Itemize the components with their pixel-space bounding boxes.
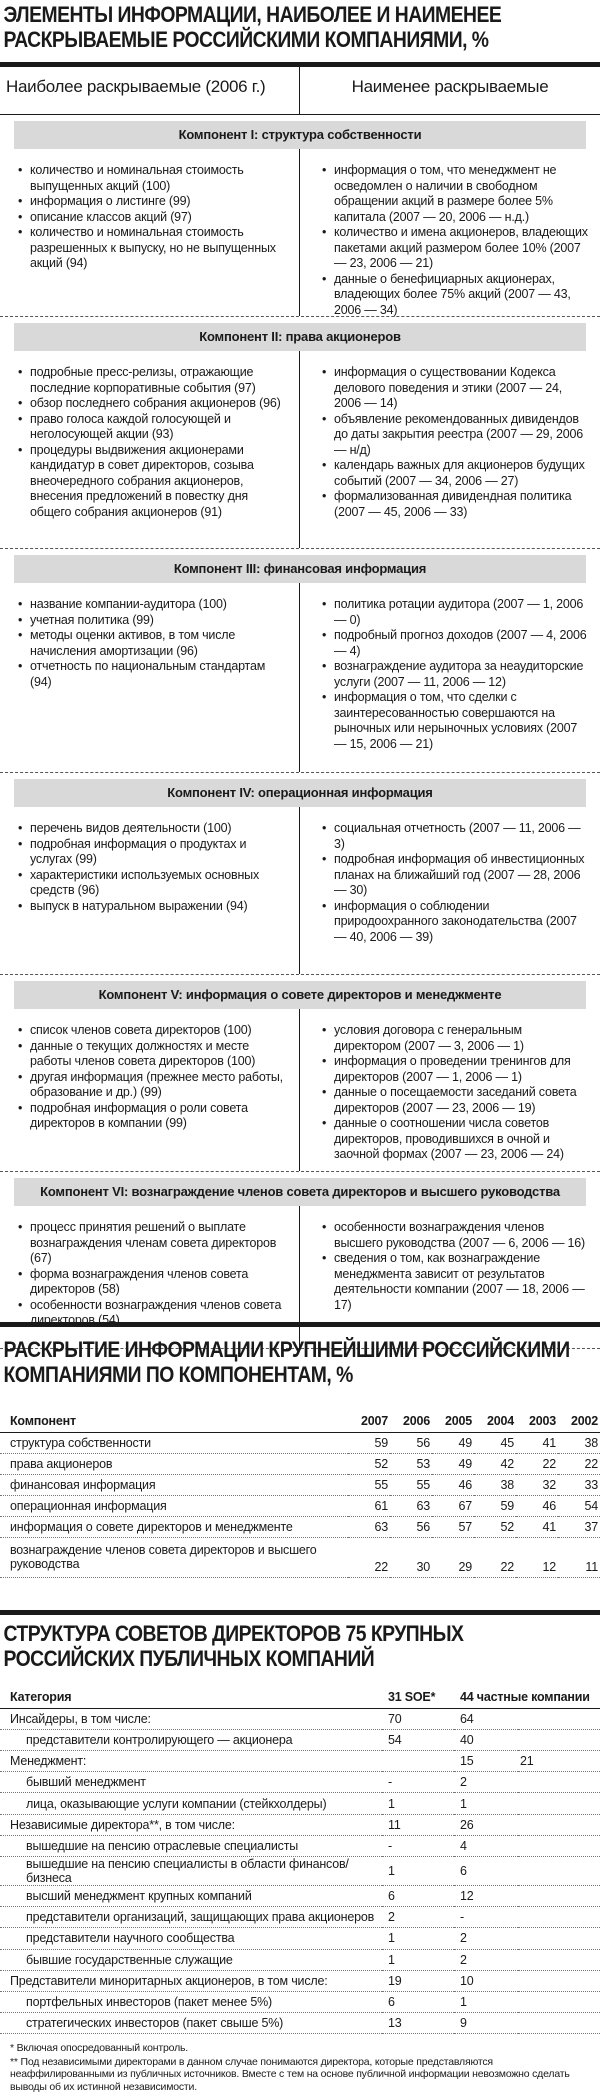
table-row (0, 1814, 600, 1835)
row-value: 38 (474, 1474, 516, 1495)
disclosure-table-header (0, 1411, 600, 1432)
least-disclosed-list (300, 807, 600, 974)
row-value (518, 1835, 600, 1856)
least-disclosed-list (300, 1009, 600, 1171)
list-item: • информация о том, что сделки с заинтересованностью совершаются на рыночных или нерыночных условиях (2007 — 15, 2006 — 21) (312, 690, 590, 752)
row-value: 19 (382, 1970, 454, 1991)
list-item: • подробная информация о роли совета директоров в компании (99) (8, 1101, 289, 1132)
disclosure-table (0, 1411, 600, 1578)
row-value: 15 (454, 1751, 518, 1772)
list-item: • подробная информация об инвестиционных планах на ближайший год (2007 — 28, 2006 — 30) (312, 852, 590, 899)
row-value (518, 1970, 600, 1991)
row-value (518, 1991, 600, 2012)
row-value: 1 (382, 1949, 454, 1970)
list-item: • календарь важных для акционеров будущих событий (2007 — 34, 2006 — 27) (312, 458, 590, 489)
list-item: • информация о проведении тренингов для директоров (2007 — 1, 2006 — 1) (312, 1054, 590, 1085)
row-value (382, 1751, 454, 1772)
row-label: права акционеров (0, 1453, 348, 1474)
row-value: 52 (474, 1516, 516, 1537)
footnote-2: ** Под независимыми директорами в данном случае понимаются директора, которые представляются неаффилированными из публичных источников. Вместе с тем на основе публичной информации невозможно сделать выводы об их истинной независимости. (10, 2055, 570, 2093)
component-block (0, 773, 600, 975)
component-label: Компонент I: структура собственности (14, 121, 586, 149)
row-value: 1 (382, 1793, 454, 1814)
row-value: 1 (382, 1857, 454, 1886)
table-row (0, 2013, 600, 2034)
row-value (518, 2013, 600, 2034)
list-item: • количество и номинальная стоимость разрешенных к выпуску, но не выпущенных акций (94) (8, 225, 289, 272)
row-value: 22 (348, 1537, 390, 1577)
list-item: • количество и номинальная стоимость выпущенных акций (100) (8, 163, 289, 194)
row-value: 11 (558, 1537, 600, 1577)
list-item: • данные о текущих должностях и месте работы членов совета директоров (100) (8, 1039, 289, 1070)
row-value: 38 (558, 1432, 600, 1453)
disclosure-by-component-section (0, 1322, 600, 1610)
section3-rule (0, 1610, 600, 1615)
table-row (0, 1970, 600, 1991)
header-2002: 2002 (558, 1411, 600, 1432)
row-value (518, 1886, 600, 1907)
header-2005: 2005 (432, 1411, 474, 1432)
list-item: • подробный прогноз доходов (2007 — 4, 2006 — 4) (312, 628, 590, 659)
row-value (518, 1729, 600, 1750)
row-value: 22 (474, 1537, 516, 1577)
least-disclosed-list (300, 149, 600, 316)
list-item: • список членов совета директоров (100) (8, 1023, 289, 1039)
row-label: Инсайдеры, в том числе: (0, 1708, 382, 1729)
component-label: Компонент VI: вознаграждение членов совета директоров и высшего руководства (14, 1178, 586, 1206)
table-row (0, 1453, 600, 1474)
row-label: представители организаций, защищающих права акционеров (0, 1907, 382, 1928)
table-row (0, 1516, 600, 1537)
list-item: • процедуры выдвижения акционерами кандидатур в совет директоров, созыва внеочередного собрания акционеров, внесения предложений в повестку дня общего собрания акционеров (91) (8, 443, 289, 521)
row-value: 4 (454, 1835, 518, 1856)
least-disclosed-list (300, 583, 600, 772)
row-value: 1 (454, 1991, 518, 2012)
list-item: • подробные пресс-релизы, отражающие последние корпоративные события (97) (8, 365, 289, 396)
row-value: 49 (432, 1432, 474, 1453)
component-block (0, 975, 600, 1172)
table-row (0, 1772, 600, 1793)
section1-title: ЭЛЕМЕНТЫ ИНФОРМАЦИИ, НАИБОЛЕЕ И НАИМЕНЕЕ РАСКРЫВАЕМЫЕ РОССИЙСКИМИ КОМПАНИЯМИ, % (3, 2, 502, 52)
row-value (518, 1772, 600, 1793)
row-value: 6 (382, 1991, 454, 2012)
footnotes (0, 2034, 600, 2093)
row-value: 54 (382, 1729, 454, 1750)
section1-column-headers (0, 67, 600, 115)
list-item: • характеристики используемых основных средств (96) (8, 868, 289, 899)
row-label: стратегических инвесторов (пакет свыше 5%) (0, 2013, 382, 2034)
list-item: • описание классов акций (97) (8, 210, 289, 226)
row-value: 22 (516, 1453, 558, 1474)
row-value: 6 (454, 1857, 518, 1886)
row-value: 2 (454, 1928, 518, 1949)
least-disclosed-list (300, 1206, 600, 1348)
list-item: • перечень видов деятельности (100) (8, 821, 289, 837)
table-row (0, 1495, 600, 1516)
header-category: Категория (0, 1687, 382, 1708)
row-label: бывший менеджмент (0, 1772, 382, 1793)
row-value: 30 (390, 1537, 432, 1577)
list-item: • особенности вознаграждения членов высшего руководства (2007 — 6, 2006 — 16) (312, 1220, 590, 1251)
row-value: 42 (474, 1453, 516, 1474)
row-label: Представители миноритарных акционеров, в том числе: (0, 1970, 382, 1991)
row-label: бывшие государственные служащие (0, 1949, 382, 1970)
row-label: Менеджмент: (0, 1751, 382, 1772)
table-row (0, 1474, 600, 1495)
section2-title: РАСКРЫТИЕ ИНФОРМАЦИИ КРУПНЕЙШИМИ РОССИЙСКИМИ КОМПАНИЯМИ ПО КОМПОНЕНТАМ, % (3, 1337, 570, 1387)
table-row (0, 1857, 600, 1886)
row-value (518, 1708, 600, 1729)
list-item: • название компании-аудитора (100) (8, 597, 289, 613)
component-label: Компонент V: информация о совете директоров и менеджменте (14, 981, 586, 1009)
component-block (0, 1172, 600, 1349)
table-row (0, 1537, 600, 1577)
header-2003: 2003 (516, 1411, 558, 1432)
table-row (0, 1991, 600, 2012)
row-label: вышедшие на пенсию отраслевые специалисты (0, 1835, 382, 1856)
list-item: • форма вознаграждения членов совета директоров (58) (8, 1267, 289, 1298)
row-value: 29 (432, 1537, 474, 1577)
row-value: 59 (474, 1495, 516, 1516)
row-value: 41 (516, 1432, 558, 1453)
row-value (518, 1907, 600, 1928)
row-value: 12 (454, 1886, 518, 1907)
board-table-body (0, 1708, 600, 2034)
row-value: 12 (516, 1537, 558, 1577)
most-disclosed-header: Наиболее раскрываемые (2006 г.) (0, 67, 300, 114)
most-disclosed-list (0, 583, 300, 772)
row-value: 33 (558, 1474, 600, 1495)
header-component: Компонент (0, 1411, 348, 1432)
row-value: 13 (382, 2013, 454, 2034)
row-label: вознаграждение членов совета директоров и высшего руководства (0, 1537, 348, 1577)
list-item: • подробная информация о продуктах и услугах (99) (8, 837, 289, 868)
list-item: • данные о соотношении числа советов директоров, проводившихся в очной и заочной формах (2007 — 23, 2006 — 24) (312, 1116, 590, 1163)
row-value (518, 1949, 600, 1970)
row-value: 22 (558, 1453, 600, 1474)
section1-title-wrap (0, 0, 600, 62)
header-2004: 2004 (474, 1411, 516, 1432)
row-value: 57 (432, 1516, 474, 1537)
component-columns (0, 807, 600, 974)
component-columns (0, 1206, 600, 1348)
row-value: 56 (390, 1432, 432, 1453)
disclosure-table-body (0, 1432, 600, 1577)
most-disclosed-list (0, 351, 300, 548)
row-value: 1 (454, 1793, 518, 1814)
row-label: представители контролирующего — акционера (0, 1729, 382, 1750)
section3-title-wrap (0, 1619, 600, 1687)
most-disclosed-list (0, 149, 300, 316)
row-value: 52 (348, 1453, 390, 1474)
header-soe: 31 SOE* (382, 1687, 454, 1708)
component-blocks (0, 115, 600, 1349)
most-disclosed-list (0, 1206, 300, 1348)
least-disclosed-header: Наименее раскрываемые (351, 77, 549, 96)
list-item: • данные о посещаемости заседаний совета директоров (2007 — 23, 2006 — 19) (312, 1085, 590, 1116)
list-item: • процесс принятия решений о выплате вознаграждения членам совета директоров (67) (8, 1220, 289, 1267)
row-value: 32 (516, 1474, 558, 1495)
component-columns (0, 583, 600, 772)
row-value: 10 (454, 1970, 518, 1991)
table-row (0, 1751, 600, 1772)
row-value: 61 (348, 1495, 390, 1516)
component-label: Компонент III: финансовая информация (14, 555, 586, 583)
list-item: • особенности вознаграждения членов совета директоров (54) (8, 1298, 289, 1329)
component-label: Компонент IV: операционная информация (14, 779, 586, 807)
board-table-header (0, 1687, 600, 1708)
component-block (0, 549, 600, 773)
list-item: • отчетность по национальным стандартам (94) (8, 659, 289, 690)
component-block (0, 317, 600, 549)
row-value: - (382, 1835, 454, 1856)
table-row (0, 1432, 600, 1453)
row-value: 11 (382, 1814, 454, 1835)
header-private: 44 частные компании (454, 1687, 600, 1708)
row-value: 63 (348, 1516, 390, 1537)
row-value: 1 (382, 1928, 454, 1949)
row-value: - (454, 1907, 518, 1928)
list-item: • данные о бенефициарных акционерах, владеющих более 75% акций (2007 — 43, 2006 — 34) (312, 272, 590, 319)
row-value: 46 (432, 1474, 474, 1495)
row-label: вышедшие на пенсию специалисты в области финансов/бизнеса (0, 1857, 382, 1886)
row-value: 45 (474, 1432, 516, 1453)
row-value: 63 (390, 1495, 432, 1516)
table-row (0, 1928, 600, 1949)
table-row (0, 1708, 600, 1729)
table-row (0, 1907, 600, 1928)
row-label: представители научного сообщества (0, 1928, 382, 1949)
board-structure-section (0, 1610, 600, 2093)
component-columns (0, 351, 600, 548)
list-item: • информация о листинге (99) (8, 194, 289, 210)
list-item: • политика ротации аудитора (2007 — 1, 2006 — 0) (312, 597, 590, 628)
row-value (518, 1814, 600, 1835)
row-value: 2 (454, 1949, 518, 1970)
table-row (0, 1886, 600, 1907)
list-item: • право голоса каждой голосующей и неголосующей акции (93) (8, 412, 289, 443)
table-row (0, 1949, 600, 1970)
row-value: 55 (348, 1474, 390, 1495)
least-disclosed-list (300, 351, 600, 548)
row-value: 2 (382, 1907, 454, 1928)
row-value: - (382, 1772, 454, 1793)
row-value: 53 (390, 1453, 432, 1474)
table-row (0, 1793, 600, 1814)
list-item: • социальная отчетность (2007 — 11, 2006 — 3) (312, 821, 590, 852)
row-value: 59 (348, 1432, 390, 1453)
row-value: 41 (516, 1516, 558, 1537)
row-value: 26 (454, 1814, 518, 1835)
row-label: Независимые директора**, в том числе: (0, 1814, 382, 1835)
row-label: лица, оказывающие услуги компании (стейкхолдеры) (0, 1793, 382, 1814)
row-value (518, 1793, 600, 1814)
row-label: финансовая информация (0, 1474, 348, 1495)
row-value: 46 (516, 1495, 558, 1516)
row-label: операционная информация (0, 1495, 348, 1516)
row-value: 64 (454, 1708, 518, 1729)
list-item: • информация о существовании Кодекса делового поведения и этики (2007 — 24, 2006 — 14) (312, 365, 590, 412)
row-value: 70 (382, 1708, 454, 1729)
row-label: портфельных инвесторов (пакет менее 5%) (0, 1991, 382, 2012)
section3-title: СТРУКТУРА СОВЕТОВ ДИРЕКТОРОВ 75 КРУПНЫХ РОССИЙСКИХ ПУБЛИЧНЫХ КОМПАНИЙ (3, 1621, 464, 1671)
section2-title-wrap (0, 1335, 600, 1407)
row-label: структура собственности (0, 1432, 348, 1453)
row-value: 6 (382, 1886, 454, 1907)
row-value: 40 (454, 1729, 518, 1750)
most-disclosed-list (0, 807, 300, 974)
header-2006: 2006 (390, 1411, 432, 1432)
row-value: 67 (432, 1495, 474, 1516)
list-item: • информация о том, что менеджмент не осведомлен о наличии в свободном обращении акций в размере более 5% капитала (2007 — 20, 2006 — н.д.) (312, 163, 590, 225)
list-item: • обзор последнего собрания акционеров (96) (8, 396, 289, 412)
row-label: высший менеджмент крупных компаний (0, 1886, 382, 1907)
row-value: 21 (518, 1751, 600, 1772)
row-value: 9 (454, 2013, 518, 2034)
list-item: • выпуск в натуральном выражении (94) (8, 899, 289, 915)
component-label: Компонент II: права акционеров (14, 323, 586, 351)
header-2007: 2007 (348, 1411, 390, 1432)
row-label: информация о совете директоров и менеджменте (0, 1516, 348, 1537)
component-block (0, 115, 600, 317)
row-value: 55 (390, 1474, 432, 1495)
row-value: 2 (454, 1772, 518, 1793)
list-item: • формализованная дивидендная политика (2007 — 45, 2006 — 33) (312, 489, 590, 520)
board-structure-table (0, 1687, 600, 2034)
row-value: 49 (432, 1453, 474, 1474)
row-value (518, 1928, 600, 1949)
table-row (0, 1729, 600, 1750)
list-item: • объявление рекомендованных дивидендов до даты закрытия реестра (2007 — 29, 2006 — н/д) (312, 412, 590, 459)
list-item: • количество и имена акционеров, владеющих пакетами акций размером более 10% (2007 — 23, 2006 — 21) (312, 225, 590, 272)
component-columns (0, 149, 600, 316)
component-columns (0, 1009, 600, 1171)
row-value (518, 1857, 600, 1886)
row-value: 56 (390, 1516, 432, 1537)
list-item: • вознаграждение аудитора за неаудиторские услуги (2007 — 11, 2006 — 12) (312, 659, 590, 690)
list-item: • учетная политика (99) (8, 613, 289, 629)
list-item: • условия договора с генеральным директором (2007 — 3, 2006 — 1) (312, 1023, 590, 1054)
row-value: 54 (558, 1495, 600, 1516)
list-item: • сведения о том, как вознаграждение менеджмента зависит от результатов деятельности компании (2007 — 18, 2006 — 17) (312, 1251, 590, 1313)
footnote-1: * Включая опосредованный контроль. (10, 2042, 188, 2055)
row-value: 37 (558, 1516, 600, 1537)
most-disclosed-list (0, 1009, 300, 1171)
list-item: • информация о соблюдении природоохранного законодательства (2007 — 40, 2006 — 39) (312, 899, 590, 946)
table-row (0, 1835, 600, 1856)
list-item: • методы оценки активов, в том числе начисления амортизации (96) (8, 628, 289, 659)
list-item: • другая информация (прежнее место работы, образование и др.) (99) (8, 1070, 289, 1101)
